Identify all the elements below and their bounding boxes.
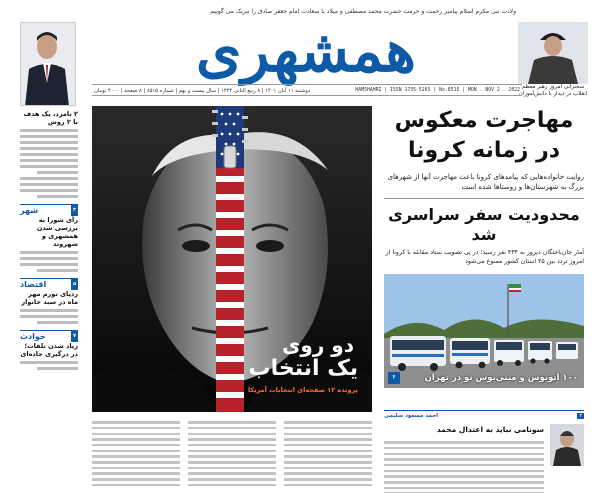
bus-photo-caption: ۱۰۰ اتوبوس و مینی‌بوس نو در تهران xyxy=(424,373,578,383)
left-item-headline: ۲ نامزد، یک هدف با ۲ روش xyxy=(23,110,78,126)
main-photo-biden-trump[interactable] xyxy=(92,106,372,412)
section-header-shahr[interactable] xyxy=(20,204,78,216)
photo-kicker: پرونده ۱۲ صفحه‌ای انتخابات آمریکا xyxy=(247,386,358,394)
left-item-eqtesad[interactable] xyxy=(20,290,78,324)
second-headline[interactable]: محدودیت سفر سراسری شد xyxy=(388,205,580,244)
bus-fleet-photo[interactable] xyxy=(384,274,584,388)
column-text xyxy=(384,438,544,493)
divider xyxy=(384,198,584,199)
portrait-figure-icon xyxy=(20,23,75,106)
column-author-row xyxy=(384,410,584,420)
leader-portrait xyxy=(518,22,588,84)
dateline-persian: دوشنبه ۱۱ آبان ۱۴۰۱ | ۸ ربیع الثانی ۱۴۴۴ | سال بیست و نهم | شماره ۸۵۱۵ | ۸ صفحه | ۴۰۰۰ تومان xyxy=(94,88,311,94)
opinion-column[interactable] xyxy=(384,410,584,488)
photo-headline-line-1: دو روی xyxy=(282,333,354,357)
politician-portrait xyxy=(20,22,76,106)
column-headline: سونامی نباید به اعتدال محمد xyxy=(436,425,544,434)
left-item-candidates[interactable] xyxy=(20,110,78,198)
left-item-headline: رأی شورا به بررسی شدن همشهری و شهروند xyxy=(36,216,78,248)
second-subhead: آمار جان‌باختگان دیروز به ۴۳۴ نفر رسید؛ در پی تصویب ستاد مقابله با کرونا از امروز تردد بین ۲۵ استان کشور ممنوع می‌شود xyxy=(385,249,584,265)
newspaper-logo[interactable]: همشهری xyxy=(196,17,416,85)
left-item-shahr[interactable] xyxy=(20,216,78,272)
lead-headline[interactable]: مهاجرت معکوس در زمانه کرونا xyxy=(394,108,574,163)
section-page-number: ۳ xyxy=(71,205,78,216)
section-label: اقتصاد xyxy=(20,280,47,289)
page-badge: ۴ xyxy=(388,372,400,384)
column-page-number: ۲ xyxy=(579,412,582,419)
section-header-eqtesad[interactable] xyxy=(20,278,78,290)
column-author: احمد مسعود سلیمی xyxy=(384,412,439,419)
dateline xyxy=(92,84,522,96)
left-item-havadess[interactable] xyxy=(20,342,78,370)
section-label: شهر xyxy=(20,206,39,215)
text-column xyxy=(92,418,180,488)
top-quote: ولادت نبی مکرم اسلام پیامبر رحمت و حرمت حضرت محمد مصطفی و میلاد با سعادت امام جعفر صادق را تبریک می گوییم xyxy=(210,8,516,15)
left-column xyxy=(20,110,78,485)
portrait-figure-icon xyxy=(518,22,588,84)
main-story-text xyxy=(92,418,372,488)
portrait-figure-icon xyxy=(550,424,584,466)
lead-subhead: روایت خانواده‌هایی که پیامدهای کرونا باعث مهاجرت آنها از شهرهای بزرگ به شهرستان‌ها و روستاها شده است xyxy=(387,173,584,191)
bus-photo-icon xyxy=(384,274,584,388)
photo-headline-line-2: یک انتخاب xyxy=(248,356,358,381)
leader-caption: سخنرانی امروز رهبر معظم انقلاب در دیدار با دانش‌آموزان xyxy=(518,84,588,97)
section-page-number: ۷ xyxy=(71,331,78,342)
left-item-headline: ردپای تورم مهر ماه در سبد خانوار xyxy=(21,290,78,306)
section-header-havadess[interactable] xyxy=(20,330,78,342)
section-label: حوادث xyxy=(20,332,46,341)
section-page-number: ۵ xyxy=(71,279,78,290)
text-column xyxy=(284,418,372,488)
text-column xyxy=(188,418,276,488)
columnist-portrait xyxy=(550,424,584,466)
dateline-english: HAMSHAHRI | ISSN 1735-5265 | No.8515 | MON . NOV 2 . 2022 xyxy=(355,88,520,93)
left-item-headline: زیاد شدن تلفات؛ در درگیری جاده‌ای xyxy=(20,342,78,358)
masthead xyxy=(0,0,600,103)
